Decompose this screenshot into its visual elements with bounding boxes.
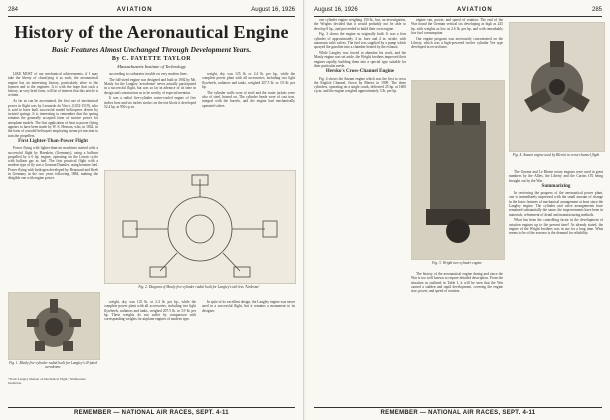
figure-3-caption: Fig. 3. Wright two-cylinder engine [432, 261, 482, 265]
left-page [0, 0, 304, 420]
left-col2-para: succeeding to carburetor trouble on very modern lines. [109, 72, 188, 76]
left-col2-para: weight, dry, was 125 lb. or 2.4 lb. per hp., while the complete power plant with all accessories, including two light flywheels, radiators and tanks, weighed 207.5 lb. or 3.9 lb. per hp. These weights do not suffer by comparison with corresponding weights for airplane engines of modern type. [104, 300, 196, 322]
wright-engine-photo [412, 81, 504, 259]
left-column-3-lower [202, 300, 295, 400]
right-page-number: 285 [591, 6, 602, 13]
right-running-head [314, 5, 602, 17]
left-issue-date: August 16, 1926 [251, 6, 295, 13]
right-issue-date: August 16, 1926 [314, 6, 358, 13]
left-running-head [8, 5, 295, 17]
left-col3-para: In spite of its excellent design, the Langley engine was never used in a successful flight, but it remains a monument to its designer. [202, 300, 295, 313]
article-title: History of the Aeronautical Engine [14, 22, 289, 42]
right-col3-para: In reviewing the progress of the aeronautical power plant, one is immediately impressed with the small amount of change in the basic features of mechanical arrangement at least since the Langley engine. The cylinder and valve arrangements have remained substantially the same; the improvements have been in materials, refinement of detail and manufacturing methods. [509, 191, 603, 217]
left-col3-para: The cylinder walls were of steel and the water jackets were also of steel, brazed on. The cylinder heads were of cast iron, integral with the barrels, and the engine had mechanically operated valves. [202, 90, 295, 108]
left-col2-para: It was a radial five-cylinder water-cooled engine of five inches bore and six inches stroke; on the test block it developed 52.4 hp. at 950 r.p.m. [104, 96, 196, 110]
left-column-2-lower [104, 300, 196, 400]
right-section-heading: Hersko's Cross-Channel Engine [325, 69, 395, 75]
right-column-3 [509, 170, 603, 400]
right-col1-para: While Langley was forced to abandon his work, and the Manly engine was set aside, the Wright brothers improved their engines rapidly, building them into a special type suitable for their particular needs. [314, 51, 406, 68]
figure-3-image [411, 80, 505, 260]
right-col1-para: one cylinder engine weighing 150 lb., but, on investigation, the Wrights decided that it would probably not be able to develop 8 hp., and proceeded to build their own engine. [314, 18, 406, 31]
left-col1-para: As far as can be ascertained, the first use of mechanical power in flight was by Leonardo da Vinci, (1452-1519), who is said to have built successful model helicopters driven by twisted springs. It is interesting to remember that the spring remains the generally accepted form of motive power for aeroplane models. The first application of heat to power flying appears to have been made by W. S. Henson, who, in 1842, in the form of a model helicopter employing steam jet reaction to turn the propellers. [8, 99, 98, 138]
right-magazine-name: AVIATION [456, 6, 493, 13]
right-page [306, 0, 610, 420]
right-column-1 [314, 18, 406, 398]
right-col1-para: Fig. 4 shows the Anzani engine which was the first to cross the English Channel, flown by Bleriot in 1909. The three cylinders, operating on a single crank, delivered 25 hp. at 1600 r.p.m. and the engine weighed approximately 3 lb. per hp. [314, 76, 406, 94]
right-footer-banner: REMEMBER — NATIONAL AIR RACES, SEPT. 4-11 [314, 407, 602, 416]
figure-4-caption: Fig. 4. Anzani engine used by Bleriot in cross-channel flight [512, 153, 600, 157]
right-col2-para: Our engine program was necessarily concentrated on the Liberty, which was a high-powered twelve cylinder Vee type developed in record time. [411, 36, 503, 50]
right-column-2-lower [411, 272, 503, 400]
article-author: By C. FAYETTE TAYLOR [111, 56, 192, 62]
footnote: *From 'Langley Memoir on Mechanical Flight,' Smithsonian Institution. [8, 377, 86, 385]
author-affiliation: Massachusetts Institute of Technology [117, 64, 186, 69]
figure-1-image [8, 292, 100, 360]
right-col3-para: The Gnome and Le Rhone rotary engines were used in great numbers by the Allies, the Liberty and the Curtiss OX being brought out by the War. [509, 170, 603, 183]
right-column-2 [411, 18, 503, 76]
article-subtitle: Basic Features Almost Unchanged Through Development Years. [51, 45, 252, 54]
figure-4-image [509, 22, 605, 152]
radial-engine-photo [9, 293, 99, 359]
left-footer-banner: REMEMBER — NATIONAL AIR RACES, SEPT. 4-11 [8, 407, 295, 416]
right-col2-para: The history of the aeronautical engine during and since the War is too well known to require detailed description. From the situation as outlined in Table I, it will be seen that the War caused a sudden and rapid development, covering the engine size, power, and speed of rotation. [411, 272, 503, 294]
left-col1-para: Power flying with lighter-than-air machines started with a successful flight by Haenlein, (Germany), using a balloon propelled by a 6 hp. engine, operating on the Lenoir cycle with balloon gas as fuel. The first practical flight with a modern type of fly was a German Daimler, using benzine fuel. Power flying with hydrogen developed by Renouard and Kreb in Germany in the two years following 1884, making the dirigible one with engine power. [8, 146, 98, 181]
left-col2-para: The full-sized engine was designed and built in 1902 by Mr. Manly for the Langley 'aerodrome' never actually participated in a successful flight, but was so far in advance of its time in design and construction as to be worthy of especial mention. [104, 77, 196, 95]
left-magazine-name: AVIATION [116, 6, 153, 13]
right-col2-para: engine can, power, and speed of rotation. The end of the War found the German vertical six developing as high as 245 hp. with weights as low as 2.6 lb. per hp. and with remarkably low fuel consumption. [411, 18, 503, 35]
right-col1-para: Fig. 3 shows the engine as originally built. It was a four cylinder of approximately 4 in. bore and 4 in. stroke, with automatic inlet valves. The fuel was supplied by a pump which sprayed the gasoline into a chamber heated by the exhaust. [314, 32, 406, 50]
left-column-3 [202, 72, 295, 167]
left-col3-para: weight, dry, was 125 lb. or 2.4 lb. per hp., while the complete power plant with all accessories, including two light flywheels, radiators and tanks, weighed 207.5 lb. or 3.9 lb. per hp. [202, 72, 295, 89]
figure-2-image [104, 170, 296, 284]
right-col3-para: What has been the controlling factor in the development of aviation engines up to the present time? As already stated, the engine of the Wright brothers was in use for a long time. What seems to be of the essence is the demand for reliability. [509, 218, 603, 236]
figure-2-caption: Fig. 2. Diagram of Manly five-cylinder radial built for Langley's tail-less 'Airdrome' [138, 285, 260, 289]
engine-diagram-drawing [105, 171, 295, 283]
right-section-heading-summary: Summarizing [541, 183, 571, 189]
left-page-number: 284 [8, 6, 19, 13]
left-section-heading: First Lighter-Than-Power Flight [18, 138, 88, 144]
left-column-2 [104, 72, 196, 167]
anzani-engine-photo [510, 23, 604, 151]
figure-1-caption: Fig. 1. Manly five-cylinder radial built for Langley's ill-fated aerodrome [9, 361, 97, 370]
left-col1-para: LIKE MOST of our mechanical achievements, if I may take the liberty of classifying it as such, the aeronautical engine has an interesting history, particularly alive to the laymen and to the engineer. It is with the hope that such a history, in very brief form, will be of interest that this article is written. [8, 72, 98, 98]
